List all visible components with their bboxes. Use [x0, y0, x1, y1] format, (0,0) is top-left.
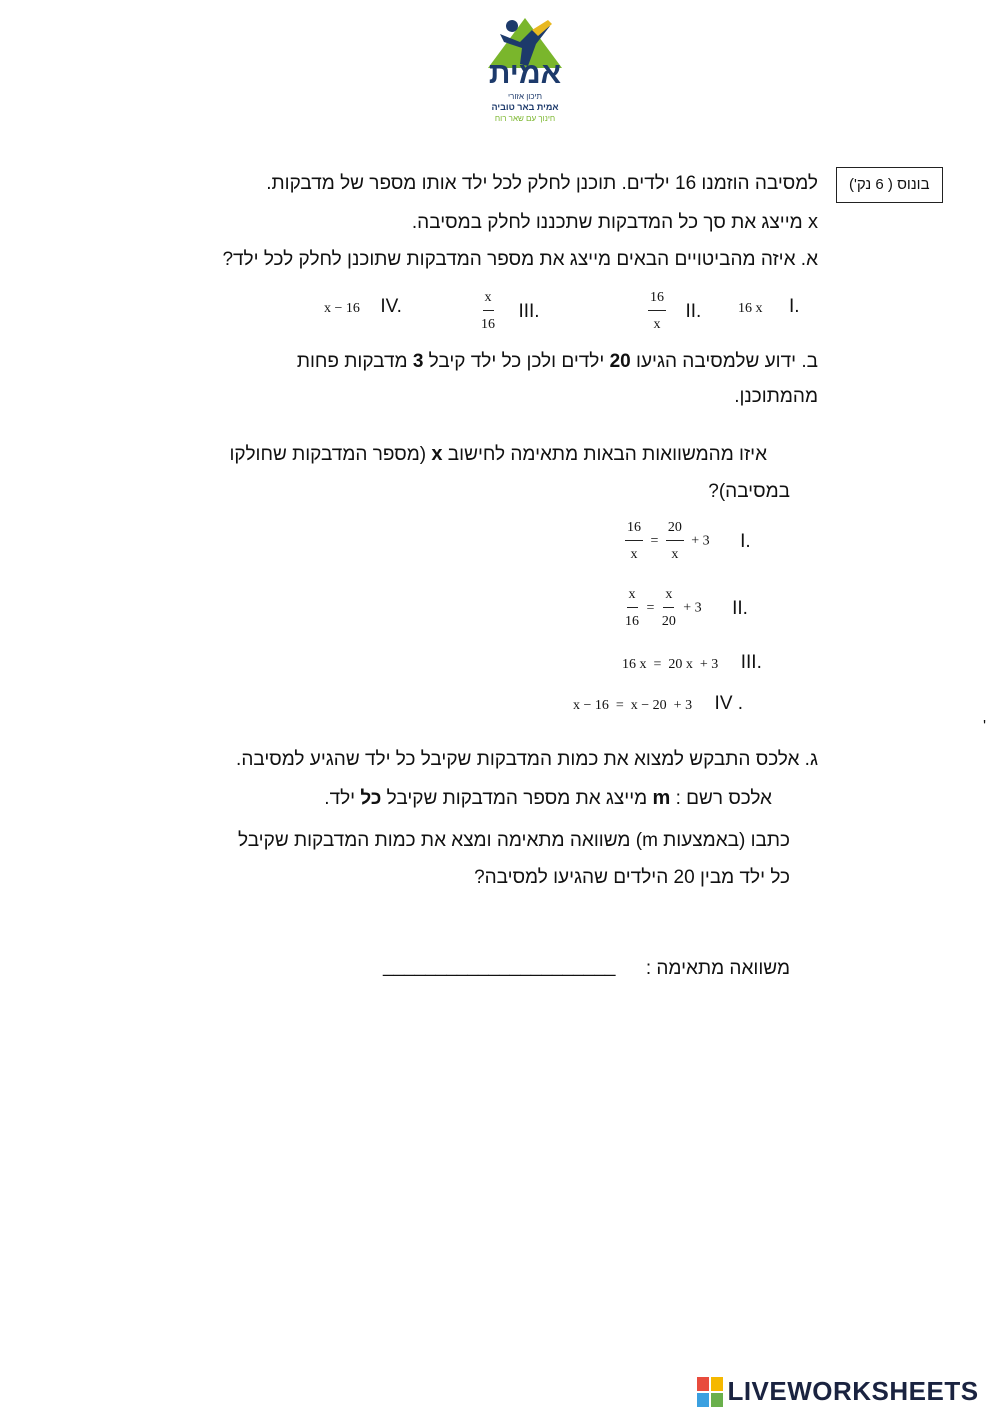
liveworksheets-brand: LIVEWORKSHEETS: [727, 1376, 979, 1406]
eq2-left-fraction: [625, 587, 639, 630]
option-4-expr: x − 16: [324, 301, 360, 316]
part-b-line1: [297, 350, 818, 374]
eq1-tail: + 3: [691, 533, 710, 549]
part-a-question: א. איזה מהביטויים הבאים מייצג את מספר המדבקות שתוכנן לחלק לכל ילד?: [222, 249, 818, 270]
logo-line3: חינוך עם שאר רוח: [494, 114, 556, 123]
answer-blank[interactable]: ______________________: [383, 956, 616, 977]
eq2-left-denominator: 16: [625, 614, 639, 629]
part-b-question-line2: במסיבה)?: [708, 481, 790, 502]
part-a-option-1: [738, 296, 800, 318]
eq1-left-fraction: [625, 520, 643, 563]
part-b-q-text-c: (מספר המדבקות שחולקו: [229, 444, 432, 465]
part-c-text-e: ילד.: [324, 788, 361, 809]
equation-2: [622, 587, 748, 630]
option-2-label: II.: [685, 300, 702, 322]
option-2-denominator: x: [653, 317, 661, 332]
part-b-q-text-a: איזו מהמשוואות הבאות מתאימה לחישוב: [442, 444, 767, 465]
part-a-option-2: [645, 290, 701, 333]
school-logo: [470, 12, 580, 124]
part-c-bold-word: כל: [360, 788, 382, 809]
equation-1: [622, 520, 751, 563]
eq1-right-denominator: x: [671, 547, 679, 562]
intro-line2: [412, 210, 818, 235]
part-b-q-variable: x: [431, 443, 443, 465]
eq4-label: IV .: [714, 693, 744, 714]
part-b-less-count: 3: [412, 351, 424, 372]
option-3-denominator: 16: [481, 317, 495, 332]
logo-name: אמית: [488, 57, 562, 90]
eq1-right-fraction: [666, 520, 684, 563]
eq2-right-denominator: 20: [661, 614, 676, 629]
part-b-text-c: ילדים ולכן כל ילד קיבל: [423, 351, 610, 372]
equation-4: [573, 693, 743, 715]
logo-line1: תיכון אזורי: [507, 92, 543, 101]
eq4-expr: x − 16 = x − 20 + 3: [573, 698, 693, 713]
bonus-box: בונוס ( 6 נק'): [836, 167, 943, 203]
eq1-right-numerator: 20: [666, 520, 684, 541]
liveworksheets-icon: [697, 1377, 723, 1407]
eq2-tail: + 3: [683, 600, 702, 616]
part-b-text-e: מדבקות פחות: [296, 351, 413, 372]
eq2-right-fraction: [662, 587, 676, 630]
eq1-equals: =: [650, 533, 659, 549]
part-a-option-3: [478, 290, 540, 333]
option-3-label: III.: [518, 300, 540, 322]
eq1-left-denominator: x: [630, 547, 638, 562]
option-4-label: IV.: [380, 296, 402, 317]
stray-mark: ': [983, 718, 987, 735]
part-b-line2: מהמתוכנן.: [734, 386, 818, 407]
eq2-left-numerator: x: [627, 587, 638, 608]
part-c-line1: ג. אלכס התבקש למצוא את כמות המדבקות שקיבל כל ילד שהגיע למסיבה.: [236, 749, 818, 770]
part-b-text-a: ב. ידוע שלמסיבה הגיעו: [630, 351, 818, 372]
option-2-numerator: 16: [648, 290, 666, 311]
intro-line1: למסיבה הוזמנו 16 ילדים. תוכנן לחלק לכל ילד אותו מספר של מדבקות.: [266, 173, 818, 194]
part-c-line2: [324, 786, 772, 811]
option-1-label: I.: [788, 296, 800, 317]
part-c-text-a: אלכס רשם :: [670, 788, 772, 809]
answer-label: משוואה מתאימה :: [645, 958, 790, 979]
option-3-numerator: x: [483, 290, 494, 311]
eq2-right-numerator: x: [663, 587, 674, 608]
eq2-label: II.: [732, 597, 748, 619]
eq2-equals: =: [646, 600, 655, 616]
eq1-left-numerator: 16: [625, 520, 643, 541]
option-1-expr: 16 x: [738, 301, 763, 316]
eq3-label: III.: [740, 652, 762, 673]
part-c-line3: כתבו (באמצעות m) משוואה מתאימה ומצא את כמות המדבקות שקיבל: [238, 830, 790, 851]
intro-line2-text: מייצג את סך כל המדבקות שתכננו לחלק במסיבה.: [411, 212, 808, 233]
part-c-variable: m: [652, 787, 671, 809]
logo-line2: אמית באר טוביה: [491, 102, 559, 112]
part-b-question-line1: [230, 442, 768, 467]
option-3-fraction: [481, 290, 495, 333]
part-a-option-4: [324, 296, 402, 318]
intro-variable: x: [808, 211, 818, 233]
eq3-expr: 16 x = 20 x + 3: [622, 657, 719, 672]
part-c-line4: כל ילד מבין 20 הילדים שהגיעו למסיבה?: [474, 867, 790, 888]
eq1-label: I.: [740, 530, 751, 552]
part-b-kids-count: 20: [609, 351, 631, 372]
equation-3: [622, 652, 762, 674]
liveworksheets-logo: [697, 1376, 979, 1406]
option-2-fraction: [648, 290, 666, 333]
part-c-text-c: מייצג את מספר המדבקות שקיבל: [381, 788, 653, 809]
